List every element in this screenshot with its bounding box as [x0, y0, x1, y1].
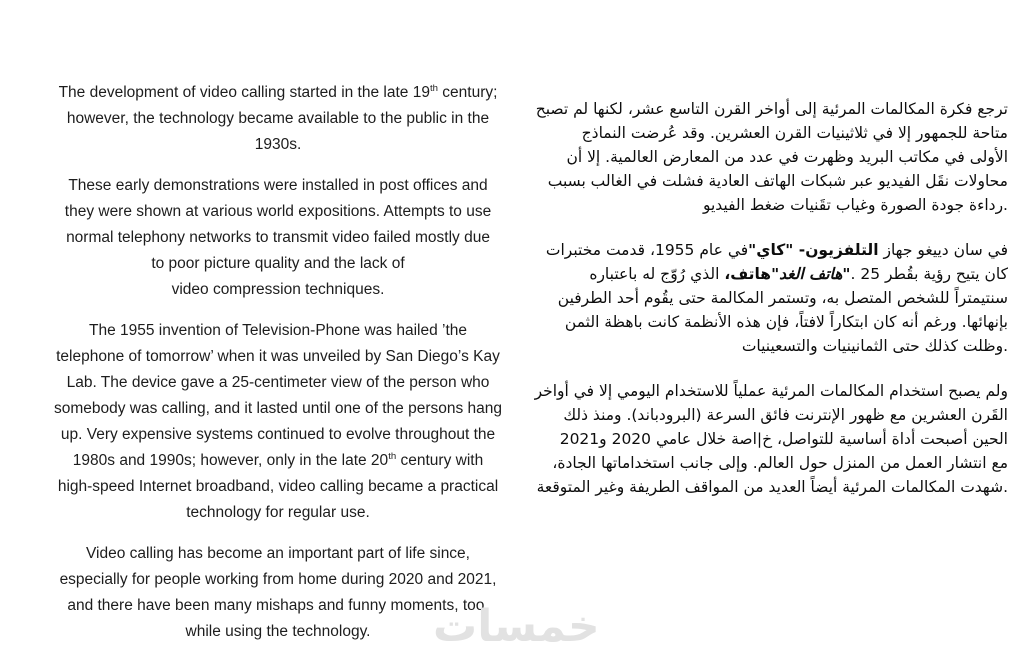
- text-segment: and there have been many mishaps and funny moments, too,: [67, 597, 489, 614]
- text-segment: محاولات نقَل الفيديو عبر شبكات الهاتف العادية فشلت في الغالب بسبب: [547, 172, 1008, 190]
- paragraph: [28, 80, 528, 158]
- text-segment: however, the technology became available to the public in the: [66, 110, 490, 127]
- text-line: [528, 427, 1008, 451]
- text-line: [28, 567, 528, 593]
- text-segment: they were shown at various world expositions. Attempts to use: [64, 203, 492, 220]
- text-line: [528, 334, 1008, 358]
- text-line: [528, 145, 1008, 169]
- text-segment: high-speed Internet broadband, video calling became a practical: [57, 478, 499, 495]
- text-segment: في سان دييغو جهاز: [878, 241, 1008, 259]
- text-line: [528, 403, 1008, 427]
- text-line: [28, 199, 528, 225]
- text-segment: ولم يصبح استخدام المكالمات المرئية عملياً للاستخدام اليومي إلا في أواخر: [534, 382, 1008, 400]
- text-line: [528, 193, 1008, 217]
- text-line: [28, 277, 528, 303]
- text-segment: في عام 1955، قدمت مختبرات: [545, 241, 749, 259]
- text-segment: .رداءة جودة الصورة وغياب تقَنيات ضغط الفيديو: [702, 196, 1008, 214]
- text-line: [28, 251, 528, 277]
- text-segment: متاحة للجمهور إلا في ثلاثينيات القرن العشرين. وقد عُرضت النماذج: [581, 124, 1008, 142]
- text-segment: التلفزيون- "كاي": [748, 241, 879, 259]
- text-segment: بإنهائها. ورغم أنه كان ابتكاراً لافتاً، فإن هذه الأنظمة كانت باهظة الثمن: [564, 313, 1008, 331]
- khamsat-watermark: خمسات: [433, 601, 600, 652]
- text-line: [28, 396, 528, 422]
- text-segment: الحين أصبحت أداة أساسية للتواصل، خ|اصة خلال عامي 2020 و2021: [559, 430, 1008, 448]
- text-line: [28, 422, 528, 448]
- text-segment: These early demonstrations were installed in post offices and: [68, 177, 488, 194]
- text-segment: الذي رُوّج له باعتباره: [589, 265, 725, 283]
- text-line: [28, 132, 528, 158]
- text-line: [28, 541, 528, 567]
- text-line: [28, 474, 528, 500]
- text-segment: 1930s.: [254, 136, 302, 153]
- text-segment: "هاتف الغد": [771, 265, 851, 283]
- text-segment: normal telephony networks to transmit video failed mostly due: [66, 229, 490, 246]
- text-segment: technology for regular use.: [186, 504, 370, 521]
- text-segment: video compression techniques.: [171, 281, 385, 298]
- text-line: [528, 475, 1008, 499]
- text-line: [528, 97, 1008, 121]
- text-line: [528, 451, 1008, 475]
- text-segment: الأولى في مكاتب البريد وظهرت في عدد من المعارض العالمية. إلا أن: [566, 148, 1008, 166]
- paragraph: [528, 379, 1008, 499]
- text-segment: القَرن العشرين مع ظهور الإنترنت فائق السرعة (البرودباند). ومنذ ذلك: [563, 406, 1008, 424]
- text-segment: Video calling has become an important part of life since,: [86, 545, 470, 562]
- text-segment: th: [388, 450, 397, 462]
- text-segment: while using the technology.: [185, 623, 371, 640]
- arabic-text-column: [528, 97, 1008, 520]
- paragraph: [28, 173, 528, 303]
- text-segment: Lab. The device gave a 25-centimeter view of the person who: [66, 374, 490, 391]
- text-segment: century with: [396, 452, 484, 469]
- text-line: [28, 106, 528, 132]
- text-line: [528, 169, 1008, 193]
- paragraph: [28, 318, 528, 526]
- text-line: [28, 344, 528, 370]
- text-line: [28, 500, 528, 526]
- text-line: [28, 448, 528, 474]
- text-line: [28, 370, 528, 396]
- text-segment: مع انتشار العمل من المنزل حول العالم. وإلى جانب استخداماتها الجادة،: [552, 454, 1008, 472]
- text-segment: هاتف،: [724, 265, 772, 283]
- text-line: [528, 379, 1008, 403]
- text-segment: The 1955 invention of Television-Phone was hailed ’the: [89, 322, 467, 339]
- text-line: [528, 286, 1008, 310]
- paragraph: [528, 238, 1008, 358]
- text-segment: up. Very expensive systems continued to evolve throughout the: [60, 426, 496, 443]
- text-segment: كان يتيح رؤية بقُطر 25 .: [850, 265, 1008, 283]
- text-line: [528, 262, 1008, 286]
- text-segment: 1980s and 1990s; however, only in the late 20: [72, 452, 389, 469]
- text-line: [28, 318, 528, 344]
- text-line: [28, 80, 528, 106]
- text-line: [528, 121, 1008, 145]
- text-line: [28, 225, 528, 251]
- text-segment: especially for people working from home during 2020 and 2021,: [59, 571, 497, 588]
- text-segment: ترجع فكرة المكالمات المرئية إلى أواخر القرن التاسع عشر، لكنها لم تصبح: [535, 100, 1008, 118]
- text-segment: th: [429, 82, 438, 94]
- text-segment: سنتيمتراً للشخص المتصل به، وتستمر المكالمة حتى يقُوم أحد الطرفين: [557, 289, 1008, 307]
- text-segment: telephone of tomorrow’ when it was unveiled by San Diego’s Kay: [56, 348, 500, 365]
- text-line: [28, 173, 528, 199]
- text-segment: century;: [437, 84, 498, 101]
- english-text-column: [28, 80, 528, 660]
- text-line: [528, 310, 1008, 334]
- text-segment: to poor picture quality and the lack of: [151, 255, 405, 272]
- text-segment: The development of video calling started in the late 19: [58, 84, 430, 101]
- text-segment: .وظلت كذلك حتى الثمانينيات والتسعينيات: [741, 337, 1008, 355]
- paragraph: [528, 97, 1008, 217]
- text-segment: somebody was calling, and it lasted until one of the persons hang: [53, 400, 503, 417]
- text-line: [528, 238, 1008, 262]
- text-segment: .شهدت المكالمات المرئية أيضاً العديد من المواقف الطريفة وغير المتوقعة: [536, 478, 1008, 496]
